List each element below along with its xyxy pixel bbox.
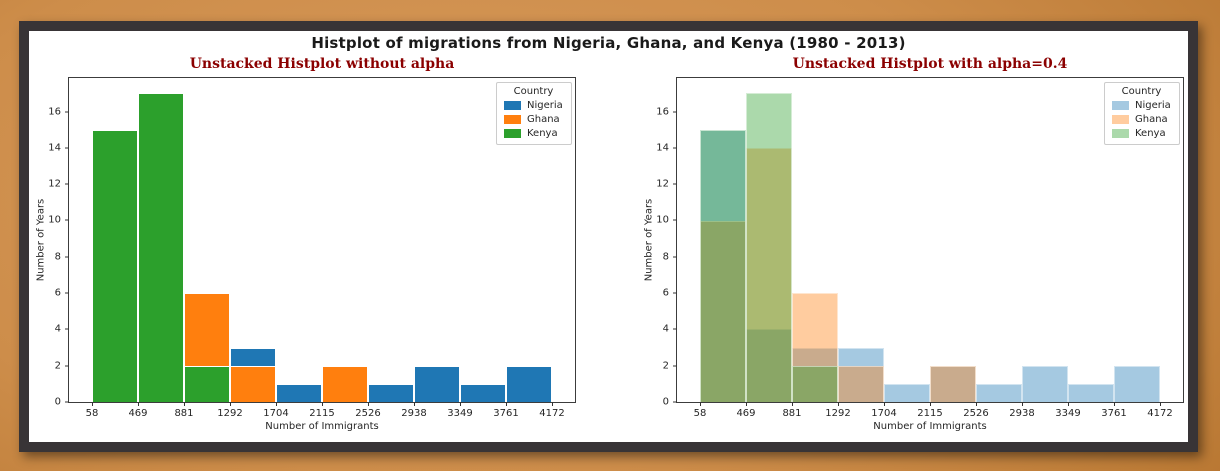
- bar-nigeria-bin-9: [506, 366, 552, 402]
- x-tick: [838, 402, 839, 406]
- right-subplot-title: Unstacked Histplot with alpha=0.4: [792, 56, 1068, 72]
- bar-nigeria-bin-6: [976, 384, 1022, 402]
- bar-ghana-bin-3: [838, 366, 884, 402]
- x-tick: [1022, 402, 1023, 406]
- y-tick-label: 0: [662, 396, 669, 408]
- left-y-axis-label: Number of Years: [35, 198, 47, 282]
- x-tick-label: 3761: [493, 408, 519, 419]
- bar-nigeria-bin-4: [884, 384, 930, 402]
- x-tick: [368, 402, 369, 406]
- x-tick: [746, 402, 747, 406]
- y-tick-label: 0: [54, 396, 61, 408]
- x-tick-label: 3761: [1101, 408, 1127, 419]
- bar-nigeria-bin-4: [276, 384, 322, 402]
- x-tick: [1114, 402, 1115, 406]
- right-histogram-axes: [643, 56, 1184, 432]
- y-tick: [65, 184, 69, 185]
- y-tick-label: 4: [54, 323, 61, 335]
- x-tick: [552, 402, 553, 406]
- left-legend: [496, 82, 572, 145]
- x-tick-label: 1292: [825, 408, 851, 419]
- x-tick: [976, 402, 977, 406]
- x-tick-label: 469: [128, 408, 148, 419]
- y-tick-label: 4: [662, 323, 669, 335]
- bar-nigeria-bin-6: [368, 384, 414, 402]
- bar-nigeria-bin-8: [460, 384, 506, 402]
- x-tick-label: 1704: [871, 408, 897, 419]
- x-tick-label: 2938: [401, 408, 427, 419]
- y-tick-label: 6: [662, 287, 669, 299]
- y-tick-label: 2: [662, 360, 669, 372]
- legend-swatch-nigeria: [1112, 101, 1129, 110]
- legend-label-kenya: Kenya: [1135, 128, 1166, 139]
- y-tick-label: 8: [54, 251, 61, 263]
- bar-kenya-bin-2: [792, 366, 838, 402]
- y-tick-label: 10: [656, 214, 669, 226]
- bar-kenya-bin-0: [700, 130, 746, 402]
- left-legend-rows: [504, 100, 563, 139]
- bar-nigeria-bin-9: [1114, 366, 1160, 402]
- x-tick: [276, 402, 277, 406]
- bar-kenya-bin-0: [92, 130, 138, 402]
- figure-title: Histplot of migrations from Nigeria, Ghana, and Kenya (1980 - 2013): [311, 34, 906, 52]
- x-tick-label: 58: [85, 408, 99, 419]
- y-tick: [673, 365, 677, 366]
- y-tick: [673, 402, 677, 403]
- x-tick-label: 881: [174, 408, 194, 419]
- x-tick-label: 3349: [1055, 408, 1081, 419]
- bar-kenya-bin-1: [138, 93, 184, 402]
- y-tick: [65, 111, 69, 112]
- x-tick: [792, 402, 793, 406]
- bar-nigeria-bin-8: [1068, 384, 1114, 402]
- bar-nigeria-bin-7: [1022, 366, 1068, 402]
- y-tick: [65, 256, 69, 257]
- x-tick: [1068, 402, 1069, 406]
- x-tick-label: 881: [782, 408, 802, 419]
- y-tick-label: 2: [54, 360, 61, 372]
- legend-swatch-kenya: [504, 129, 521, 138]
- y-tick-label: 16: [48, 106, 61, 118]
- x-tick-label: 4172: [539, 408, 565, 419]
- right-legend: [1104, 82, 1180, 145]
- x-tick-label: 58: [693, 408, 707, 419]
- legend-item-nigeria: [504, 100, 563, 111]
- y-tick-label: 6: [54, 287, 61, 299]
- legend-swatch-ghana: [504, 115, 521, 124]
- y-tick: [673, 293, 677, 294]
- right-legend-rows: [1112, 100, 1171, 139]
- right-x-axis-label: Number of Immigrants: [873, 421, 987, 432]
- y-tick: [673, 220, 677, 221]
- x-tick: [184, 402, 185, 406]
- x-tick-label: 3349: [447, 408, 473, 419]
- x-tick-label: 2115: [309, 408, 335, 419]
- x-tick: [930, 402, 931, 406]
- y-tick: [65, 402, 69, 403]
- legend-label-nigeria: Nigeria: [1135, 100, 1171, 111]
- x-tick-label: 1292: [217, 408, 243, 419]
- x-tick-label: 1704: [263, 408, 289, 419]
- y-tick-label: 14: [656, 142, 669, 154]
- y-tick: [673, 256, 677, 257]
- left-y-axis-label-wrap: [35, 78, 47, 402]
- x-tick: [460, 402, 461, 406]
- x-tick: [230, 402, 231, 406]
- bar-kenya-bin-1: [746, 93, 792, 402]
- bar-nigeria-bin-7: [414, 366, 460, 402]
- legend-item-nigeria: [1112, 100, 1171, 111]
- x-tick-label: 469: [736, 408, 756, 419]
- legend-label-ghana: Ghana: [527, 114, 560, 125]
- bar-ghana-bin-5: [322, 366, 368, 402]
- y-tick-label: 12: [656, 178, 669, 190]
- y-tick: [65, 220, 69, 221]
- picture-frame: [19, 21, 1198, 452]
- left-subplot-title: Unstacked Histplot without alpha: [189, 56, 455, 72]
- y-tick: [673, 184, 677, 185]
- x-tick: [506, 402, 507, 406]
- legend-swatch-nigeria: [504, 101, 521, 110]
- y-tick: [65, 365, 69, 366]
- x-tick-label: 2526: [963, 408, 989, 419]
- y-tick-label: 10: [48, 214, 61, 226]
- x-tick-label: 2115: [917, 408, 943, 419]
- y-tick-label: 12: [48, 178, 61, 190]
- y-tick: [65, 293, 69, 294]
- left-histogram-axes: [35, 56, 576, 432]
- legend-item-kenya: [1112, 128, 1171, 139]
- x-tick: [138, 402, 139, 406]
- bar-ghana-bin-3: [230, 366, 276, 402]
- y-tick-label: 14: [48, 142, 61, 154]
- right-y-axis-label-wrap: [643, 78, 655, 402]
- y-tick: [673, 111, 677, 112]
- y-tick-label: 16: [656, 106, 669, 118]
- legend-swatch-ghana: [1112, 115, 1129, 124]
- bar-kenya-bin-2: [184, 366, 230, 402]
- x-tick: [322, 402, 323, 406]
- y-tick: [65, 147, 69, 148]
- x-tick-label: 2938: [1009, 408, 1035, 419]
- legend-item-ghana: [504, 114, 563, 125]
- legend-label-kenya: Kenya: [527, 128, 558, 139]
- right-y-axis-label: Number of Years: [643, 198, 655, 282]
- x-tick: [884, 402, 885, 406]
- x-tick: [700, 402, 701, 406]
- x-tick: [414, 402, 415, 406]
- y-tick: [673, 329, 677, 330]
- legend-label-ghana: Ghana: [1135, 114, 1168, 125]
- bar-ghana-bin-5: [930, 366, 976, 402]
- right-legend-title: Country: [1121, 86, 1162, 97]
- legend-item-ghana: [1112, 114, 1171, 125]
- left-legend-title: Country: [513, 86, 554, 97]
- y-tick-label: 8: [662, 251, 669, 263]
- x-tick: [1160, 402, 1161, 406]
- left-x-axis-label: Number of Immigrants: [265, 421, 379, 432]
- x-tick-label: 2526: [355, 408, 381, 419]
- y-tick: [673, 147, 677, 148]
- legend-item-kenya: [504, 128, 563, 139]
- x-tick: [92, 402, 93, 406]
- matplotlib-figure: [29, 31, 1188, 442]
- legend-swatch-kenya: [1112, 129, 1129, 138]
- x-tick-label: 4172: [1147, 408, 1173, 419]
- legend-label-nigeria: Nigeria: [527, 100, 563, 111]
- y-tick: [65, 329, 69, 330]
